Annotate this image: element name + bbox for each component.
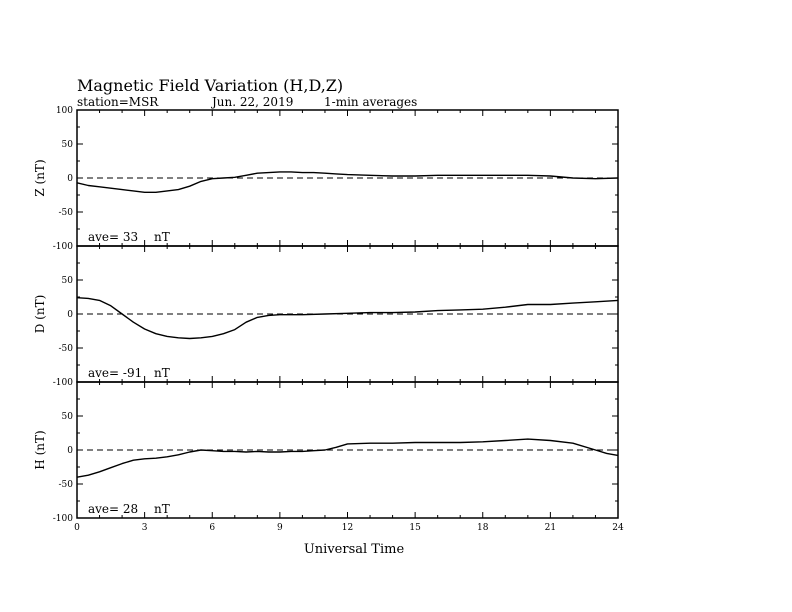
x-tick-label: 9 <box>277 523 283 533</box>
chart-title: Magnetic Field Variation (H,D,Z) <box>77 76 344 95</box>
panel-z-y-tick-label: -100 <box>52 242 73 252</box>
x-axis-label: Universal Time <box>303 542 405 557</box>
panel-d-y-tick-label: 0 <box>67 310 73 320</box>
panel-h-y-tick-label: 50 <box>61 412 73 422</box>
panel-z-y-label: Z (nT) <box>33 159 47 197</box>
panel-h-y-tick-label: -100 <box>52 514 73 524</box>
panel-d-y-tick-label: -100 <box>52 378 73 388</box>
x-tick-label: 12 <box>341 523 354 533</box>
panel-z-y-tick-label: 0 <box>67 174 73 184</box>
panel-d-y-tick-label: -50 <box>58 344 73 354</box>
panel-d-ave: ave= -91 <box>88 366 143 380</box>
panel-h-ave: ave= 28 <box>88 502 139 516</box>
panel-z-ave: ave= 33 <box>88 230 139 244</box>
x-tick-label: 15 <box>409 523 421 533</box>
date-label: Jun. 22, 2019 <box>212 95 294 109</box>
x-tick-label: 3 <box>141 523 148 533</box>
panel-z-unit: nT <box>154 230 170 244</box>
panel-z-y-tick-label: 100 <box>55 106 73 116</box>
panel-z-y-tick-label: 50 <box>61 140 73 150</box>
panel-h-unit: nT <box>154 502 170 516</box>
panel-h-y-label: H (nT) <box>33 430 47 470</box>
panel-h-y-tick-label: 0 <box>67 446 73 456</box>
x-tick-label: 21 <box>544 523 557 533</box>
x-tick-label: 24 <box>612 523 624 533</box>
panel-d-y-tick-label: 50 <box>61 276 73 286</box>
panel-z-y-tick-label: -50 <box>58 208 73 218</box>
x-tick-label: 6 <box>209 523 216 533</box>
panel-h-y-tick-label: -50 <box>58 480 73 490</box>
panel-d-y-label: D (nT) <box>33 294 47 334</box>
x-tick-label: 0 <box>74 523 80 533</box>
station-label: station=MSR <box>77 95 159 109</box>
panel-d-unit: nT <box>154 366 170 380</box>
averaging-label: 1-min averages <box>324 95 418 109</box>
x-tick-label: 18 <box>477 523 489 533</box>
